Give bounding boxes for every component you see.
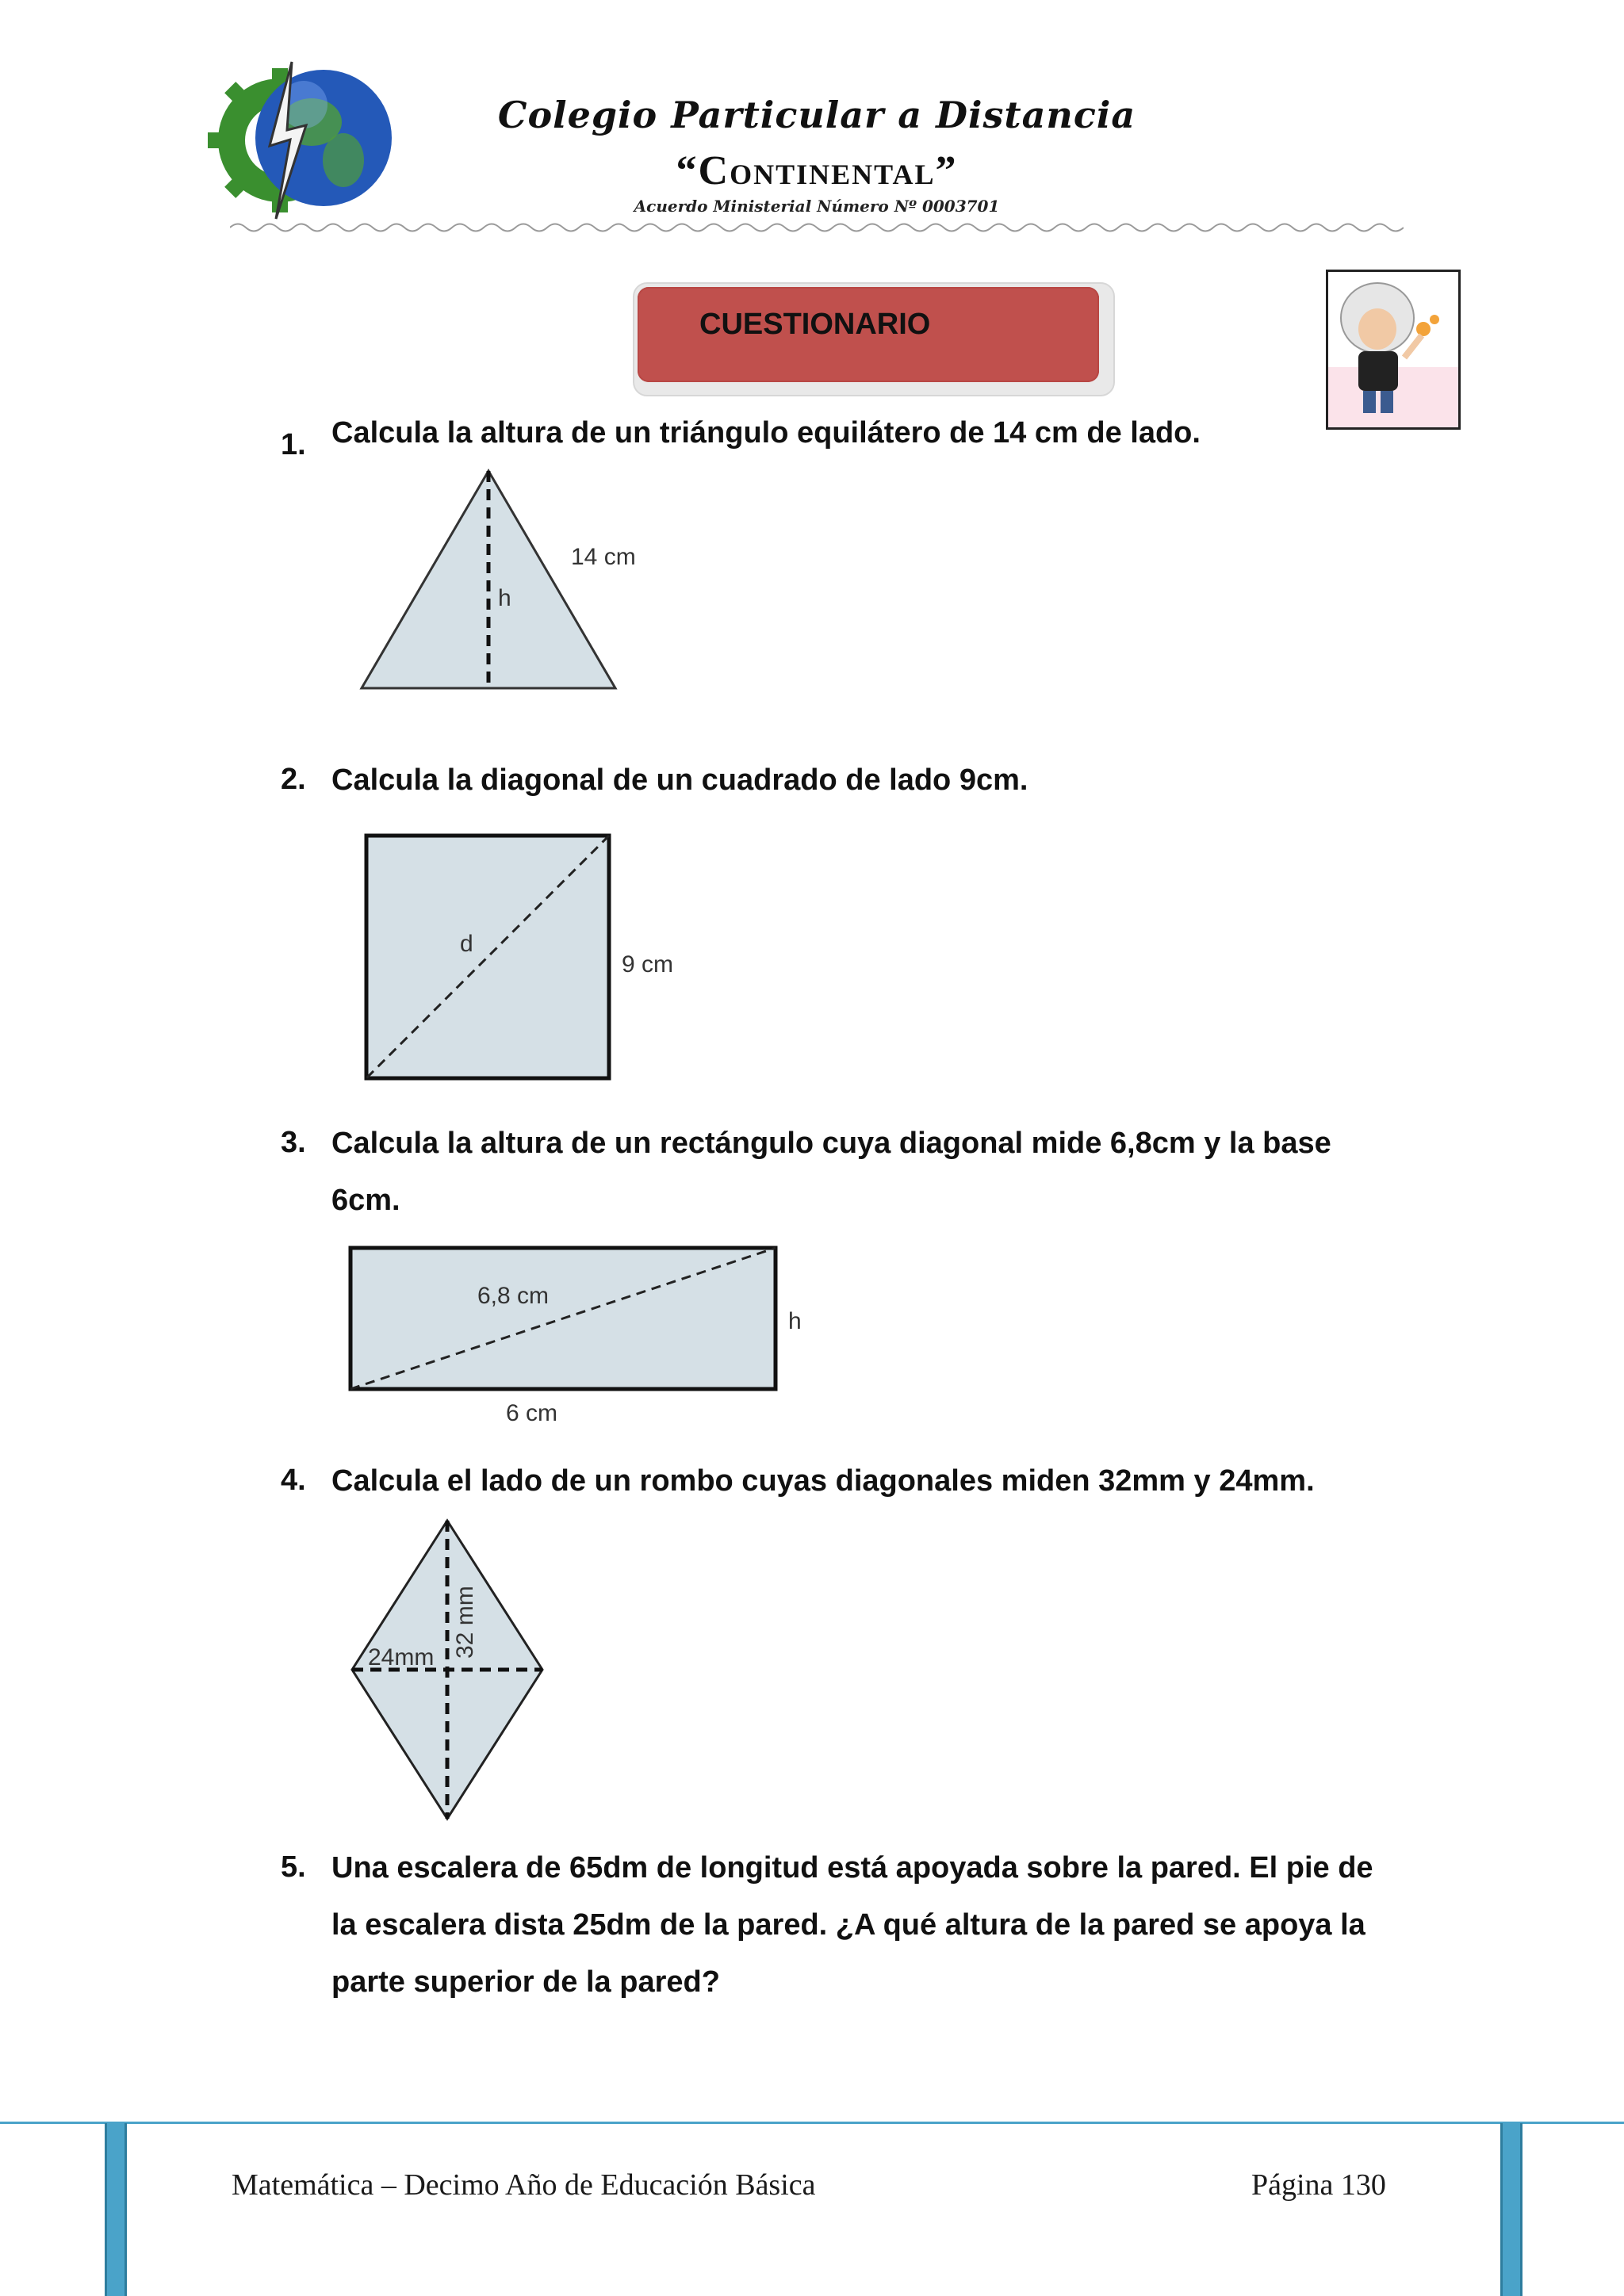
school-subtitle: “Continental”	[676, 148, 958, 193]
rhombus-vertical-label: 32 mm	[452, 1586, 478, 1659]
rectangle-figure	[341, 1237, 817, 1435]
question-number: 2.	[281, 763, 306, 796]
question-text: Calcula el lado de un rombo cuyas diagonales miden 32mm y 24mm.	[331, 1464, 1315, 1498]
footer-left-bar	[105, 2123, 127, 2296]
question-number: 4.	[281, 1464, 306, 1497]
rectangle-height-label: h	[788, 1308, 802, 1334]
footer-page-number: Página 130	[1251, 2168, 1386, 2202]
question-text: Calcula la diagonal de un cuadrado de lado 9cm.	[331, 763, 1028, 797]
triangle-side-label: 14 cm	[571, 544, 636, 570]
footer-right-bar	[1500, 2123, 1522, 2296]
header-divider	[230, 219, 1404, 236]
section-title: CUESTIONARIO	[699, 308, 931, 341]
question-number: 3.	[281, 1126, 306, 1159]
school-logo	[205, 57, 395, 224]
square-figure	[357, 825, 690, 1086]
question-text: Calcula la altura de un rectángulo cuya diagonal mide 6,8cm y la base 6cm.	[331, 1127, 1331, 1217]
square-diagonal-label: d	[460, 931, 473, 957]
triangle-figure	[349, 460, 650, 698]
footer-course-title: Matemática – Decimo Año de Educación Básica	[232, 2168, 816, 2202]
triangle-height-label: h	[498, 585, 511, 611]
question-number: 5.	[281, 1850, 306, 1884]
square-side-label: 9 cm	[622, 951, 674, 978]
school-accord: Acuerdo Ministerial Número Nº 0003701	[634, 197, 1000, 216]
rectangle-base-label: 6 cm	[506, 1400, 558, 1426]
rhombus-figure	[341, 1514, 555, 1828]
footer-divider	[0, 2122, 1624, 2124]
question-text: Calcula la altura de un triángulo equilátero de 14 cm de lado.	[331, 416, 1201, 450]
school-name: Colegio Particular a Distancia	[497, 94, 1136, 136]
question-text: Una escalera de 65dm de longitud está apoyada sobre la pared. El pie de la escalera dista 25dm de la pared. ¿A qué altura de la pared se apoya la parte superior de la pared?	[331, 1851, 1373, 1999]
rectangle-diagonal-label: 6,8 cm	[477, 1283, 550, 1309]
rhombus-horizontal-label: 24mm	[368, 1644, 435, 1670]
question-number: 1.	[281, 428, 306, 461]
